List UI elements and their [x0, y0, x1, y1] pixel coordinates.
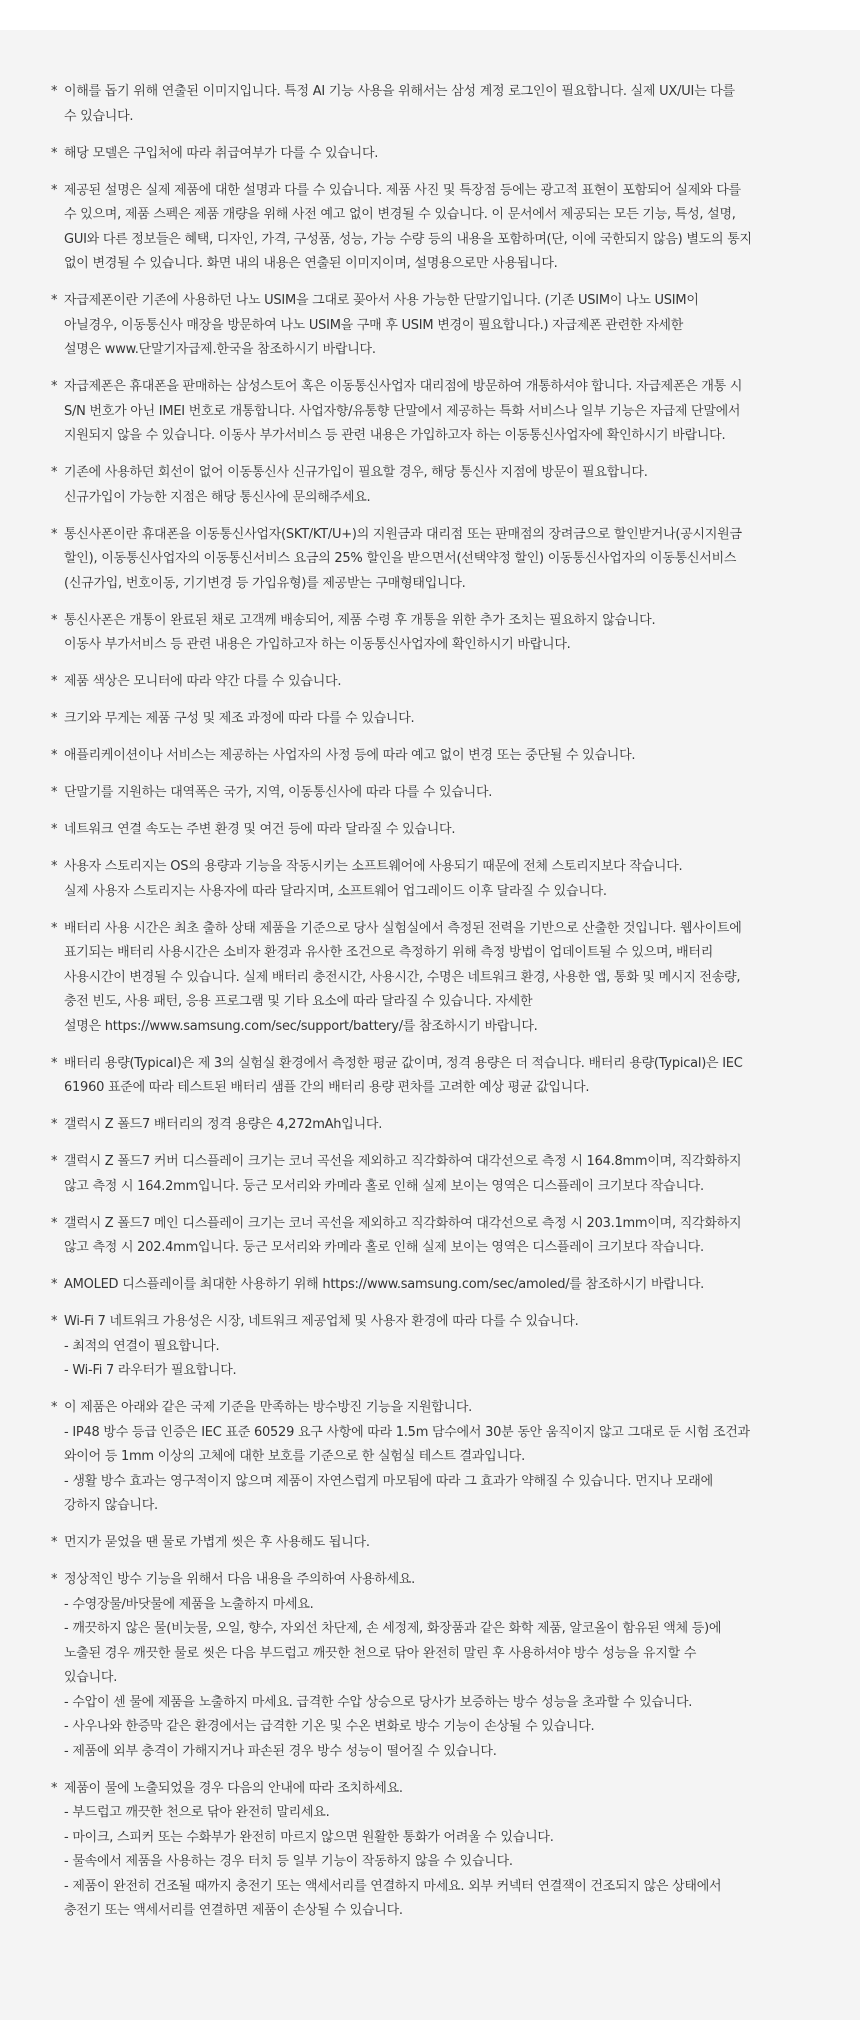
disclaimer-line: 않고 측정 시 164.2mm입니다. 둥근 모서리와 카메라 홀로 인해 실제 보이는 영역은 디스플레이 크기보다 작습니다.: [64, 1178, 704, 1194]
disclaimer-item: [51, 179, 812, 277]
disclaimer-line: * 기존에 사용하던 회선이 없어 이동통신사 신규가입이 필요할 경우, 해당 통신사 지점에 방문이 필요합니다.: [64, 465, 648, 480]
disclaimer-line: * 갤럭시 Z 폴드7 커버 디스플레이 크기는 코너 곡선을 제외하고 직각화하여 대각선으로 측정 시 164.8mm이며, 직각화하지: [64, 1154, 742, 1169]
disclaimer-line: 신규가입이 가능한 지점은 해당 통신사에 문의해주세요.: [64, 489, 371, 505]
disclaimer-line: 않고 측정 시 202.4mm입니다. 둥근 모서리와 카메라 홀로 인해 실제 보이는 영역은 디스플레이 크기보다 작습니다.: [64, 1240, 704, 1255]
disclaimer-item: [51, 1113, 812, 1138]
disclaimer-item: [51, 1568, 812, 1764]
disclaimer-line: 실제 사용자 스토리지는 사용자에 따라 달라지며, 소프트웨어 업그레이드 이후 달라질 수 있습니다.: [64, 883, 607, 899]
disclaimer-line: 설명은 https://www.samsung.com/sec/support/battery/를 참조하시기 바랍니다.: [64, 1018, 538, 1034]
disclaimer-line: 설명은 www.단말기자급제.한국을 참조하시기 바랍니다.: [64, 342, 376, 357]
disclaimer-item: [51, 670, 812, 695]
disclaimer-item: [51, 1150, 812, 1199]
disclaimer-line: - 최적의 연결이 필요합니다.: [64, 1338, 220, 1354]
disclaimer-line: 수 있습니다.: [64, 108, 134, 124]
disclaimer-line: * 갤럭시 Z 폴드7 배터리의 정격 용량은 4,272mAh입니다.: [64, 1117, 383, 1132]
disclaimer-line: * 배터리 용량(Typical)은 제 3의 실험실 환경에서 측정한 평균 값이며, 정격 용량은 더 적습니다. 배터리 용량(Typical)은 IEC: [64, 1055, 743, 1071]
disclaimer-item: [51, 1396, 812, 1519]
disclaimer-item: [51, 80, 812, 129]
disclaimer-line: - 부드럽고 깨끗한 천으로 닦아 완전히 말리세요.: [64, 1805, 330, 1820]
disclaimer-item: [51, 855, 812, 904]
disclaimer-line: * 자급제폰이란 기존에 사용하던 나노 USIM을 그대로 꽂아서 사용 가능한 단말기입니다. (기존 USIM이 나노 USIM이: [64, 293, 699, 308]
disclaimer-line: - 생활 방수 효과는 영구적이지 않으며 제품이 자연스럽게 마모됨에 따라 그 효과가 약해질 수 있습니다. 먼지나 모래에: [64, 1473, 713, 1489]
disclaimer-line: * 크기와 무게는 제품 구성 및 제조 과정에 따라 다를 수 있습니다.: [64, 711, 415, 726]
disclaimer-line: GUI와 다른 정보들은 혜택, 디자인, 가격, 구성품, 성능, 가능 수량 등의 내용을 포함하며(단, 이에 국한되지 않음) 별도의 통지: [64, 231, 752, 247]
disclaimer-line: 사용시간이 변경될 수 있습니다. 실제 배터리 충전시간, 사용시간, 수명은 네트워크 환경, 사용한 앱, 통화 및 메시지 전송량,: [64, 969, 741, 985]
disclaimer-line: - 수압이 센 물에 제품을 노출하지 마세요. 급격한 수압 상승으로 당사가 보증하는 방수 성능을 초과할 수 있습니다.: [64, 1694, 693, 1710]
top-band: [0, 0, 860, 30]
disclaimer-item: [51, 1052, 812, 1101]
disclaimer-line: 수 있으며, 제품 스펙은 제품 개량을 위해 사전 예고 없이 변경될 수 있습니다. 이 문서에서 제공되는 모든 기능, 특성, 설명,: [64, 207, 736, 222]
disclaimer-line: S/N 번호가 아닌 IMEI 번호로 개통합니다. 사업자향/유통향 단말에서 제공하는 특화 서비스나 일부 기능은 자급제 단말에서: [64, 403, 741, 419]
disclaimer-line: * 네트워크 연결 속도는 주변 환경 및 여건 등에 따라 달라질 수 있습니다.: [64, 822, 456, 837]
disclaimer-line: 있습니다.: [64, 1670, 118, 1685]
disclaimer-line: - IP48 방수 등급 인증은 IEC 표준 60529 요구 사항에 따라 1.5m 담수에서 30분 동안 움직이지 않고 그대로 둔 시험 조건과: [64, 1424, 750, 1440]
disclaimer-item: [51, 1212, 812, 1261]
disclaimer-line: * 애플리케이션이나 서비스는 제공하는 사업자의 사정 등에 따라 예고 없이 변경 또는 중단될 수 있습니다.: [64, 748, 636, 763]
disclaimer-list: [0, 30, 860, 1924]
disclaimer-line: * 해당 모델은 구입처에 따라 취급여부가 다를 수 있습니다.: [64, 145, 379, 161]
disclaimer-line: * 제품이 물에 노출되었을 경우 다음의 안내에 따라 조치하세요.: [64, 1780, 403, 1796]
disclaimer-line: - Wi-Fi 7 라우터가 필요합니다.: [64, 1363, 237, 1378]
disclaimer-line: - 마이크, 스피커 또는 수화부가 완전히 마르지 않으면 원활한 통화가 어려울 수 있습니다.: [64, 1829, 554, 1845]
disclaimer-line: 이동사 부가서비스 등 관련 내용은 가입하고자 하는 이동통신사업자에 확인하시기 바랍니다.: [64, 637, 571, 652]
disclaimer-line: - 수영장물/바닷물에 제품을 노출하지 마세요.: [64, 1596, 314, 1612]
disclaimer-line: 충전 빈도, 사용 패턴, 응용 프로그램 및 기타 요소에 따라 달라질 수 있습니다. 자세한: [64, 994, 533, 1009]
disclaimer-line: * 자급제폰은 휴대폰을 판매하는 삼성스토어 혹은 이동통신사업자 대리점에 방문하여 개통하셔야 합니다. 자급제폰은 개통 시: [64, 379, 743, 394]
disclaimer-item: [51, 461, 812, 510]
disclaimer-item: [51, 917, 812, 1040]
disclaimer-line: 와이어 등 1mm 이상의 고체에 대한 보호를 기준으로 한 실험실 테스트 결과입니다.: [64, 1449, 525, 1464]
disclaimer-item: [51, 1273, 812, 1298]
disclaimer-line: 노출된 경우 깨끗한 물로 씻은 다음 부드럽고 깨끗한 천으로 닦아 완전히 말린 후 사용하셔야 방수 성능을 유지할 수: [64, 1645, 697, 1661]
disclaimer-line: - 물속에서 제품을 사용하는 경우 터치 등 일부 기능이 작동하지 않을 수 있습니다.: [64, 1854, 513, 1869]
disclaimer-item: [51, 744, 812, 769]
disclaimer-line: 표기되는 배터리 사용시간은 소비자 환경과 유사한 조건으로 측정하기 위해 측정 방법이 업데이트될 수 있으며, 배터리: [64, 945, 714, 960]
disclaimer-line: * 통신사폰이란 휴대폰을 이동통신사업자(SKT/KT/U+)의 지원금과 대리점 또는 판매점의 장려금으로 할인받거나(공시지원금: [64, 526, 742, 542]
disclaimer-line: 61960 표준에 따라 테스트된 배터리 샘플 간의 배터리 용량 편차를 고려한 예상 평균 값입니다.: [64, 1080, 590, 1095]
disclaimer-item: [51, 289, 812, 363]
disclaimer-line: - 깨끗하지 않은 물(비눗물, 오일, 향수, 자외선 차단제, 손 세정제, 화장품과 같은 화학 제품, 알코올이 함유된 액체 등)에: [64, 1621, 722, 1636]
disclaimer-line: * AMOLED 디스플레이를 최대한 사용하기 위해 https://www.samsung.com/sec/amoled/를 참조하시기 바랍니다.: [64, 1277, 705, 1292]
disclaimer-item: [51, 609, 812, 658]
disclaimer-item: [51, 707, 812, 732]
disclaimer-line: * 이해를 돕기 위해 연출된 이미지입니다. 특정 AI 기능 사용을 위해서는 삼성 계정 로그인이 필요합니다. 실제 UX/UI는 다를: [64, 84, 735, 99]
disclaimer-line: 할인), 이동통신사업자의 이동통신서비스 요금의 25% 할인을 받으면서(선택약정 할인) 이동통신사업자의 이동통신서비스: [64, 551, 737, 566]
disclaimer-line: * 갤럭시 Z 폴드7 메인 디스플레이 크기는 코너 곡선을 제외하고 직각화하여 대각선으로 측정 시 203.1mm이며, 직각화하지: [64, 1215, 742, 1231]
disclaimer-line: * 사용자 스토리지는 OS의 용량과 기능을 작동시키는 소프트웨어에 사용되기 때문에 전체 스토리지보다 작습니다.: [64, 859, 683, 874]
disclaimer-item: [51, 1310, 812, 1384]
disclaimer-line: 충전기 또는 액세서리를 연결하면 제품이 손상될 수 있습니다.: [64, 1903, 403, 1918]
disclaimer-line: (신규가입, 번호이동, 기기변경 등 가입유형)를 제공받는 구매형태입니다.: [64, 575, 466, 591]
disclaimer-item: [51, 1531, 812, 1556]
disclaimer-line: * 제공된 설명은 실제 제품에 대한 설명과 다를 수 있습니다. 제품 사진 및 특장점 등에는 광고적 표현이 포함되어 실제와 다를: [64, 182, 741, 198]
disclaimer-line: 아닐경우, 이동통신사 매장을 방문하여 나노 USIM을 구매 후 USIM 변경이 필요합니다.) 자급제폰 관련한 자세한: [64, 317, 684, 333]
disclaimer-line: 없이 변경될 수 있습니다. 화면 내의 내용은 연출된 이미지이며, 설명용으로만 사용됩니다.: [64, 256, 558, 271]
disclaimer-line: * 먼지가 묻었을 땐 물로 가볍게 씻은 후 사용해도 됩니다.: [64, 1535, 370, 1550]
disclaimer-line: * 제품 색상은 모니터에 따라 약간 다를 수 있습니다.: [64, 674, 342, 689]
disclaimer-line: * 정상적인 방수 기능을 위해서 다음 내용을 주의하여 사용하세요.: [64, 1572, 416, 1587]
disclaimer-item: [51, 375, 812, 449]
disclaimer-item: [51, 142, 812, 167]
disclaimer-line: - 제품에 외부 충격이 가해지거나 파손된 경우 방수 성능이 떨어질 수 있습니다.: [64, 1743, 497, 1759]
disclaimer-line: - 제품이 완전히 건조될 때까지 충전기 또는 액세서리를 연결하지 마세요. 외부 커넥터 연결잭이 건조되지 않은 상태에서: [64, 1878, 722, 1894]
disclaimer-line: * 배터리 사용 시간은 최초 출하 상태 제품을 기준으로 당사 실험실에서 측정된 전력을 기반으로 산출한 것입니다. 웹사이트에: [64, 920, 742, 936]
disclaimer-item: [51, 818, 812, 843]
disclaimer-line: - 사우나와 한증막 같은 환경에서는 급격한 기온 및 수온 변화로 방수 기능이 손상될 수 있습니다.: [64, 1719, 595, 1734]
disclaimer-item: [51, 781, 812, 806]
disclaimer-item: [51, 523, 812, 597]
disclaimer-line: 강하지 않습니다.: [64, 1498, 158, 1513]
disclaimer-line: * 통신사폰은 개통이 완료된 채로 고객께 배송되어, 제품 수령 후 개통을 위한 추가 조치는 필요하지 않습니다.: [64, 612, 656, 628]
disclaimer-line: * 이 제품은 아래와 같은 국제 기준을 만족하는 방수방진 기능을 지원합니다.: [64, 1400, 473, 1415]
disclaimer-line: * 단말기를 지원하는 대역폭은 국가, 지역, 이동통신사에 따라 다를 수 있습니다.: [64, 785, 493, 800]
disclaimer-item: [51, 1777, 812, 1924]
disclaimer-line: * Wi-Fi 7 네트워크 가용성은 시장, 네트워크 제공업체 및 사용자 환경에 따라 다를 수 있습니다.: [64, 1314, 579, 1329]
disclaimer-line: 지원되지 않을 수 있습니다. 이동사 부가서비스 등 관련 내용은 가입하고자 하는 이동통신사업자에 확인하시기 바랍니다.: [64, 428, 726, 443]
